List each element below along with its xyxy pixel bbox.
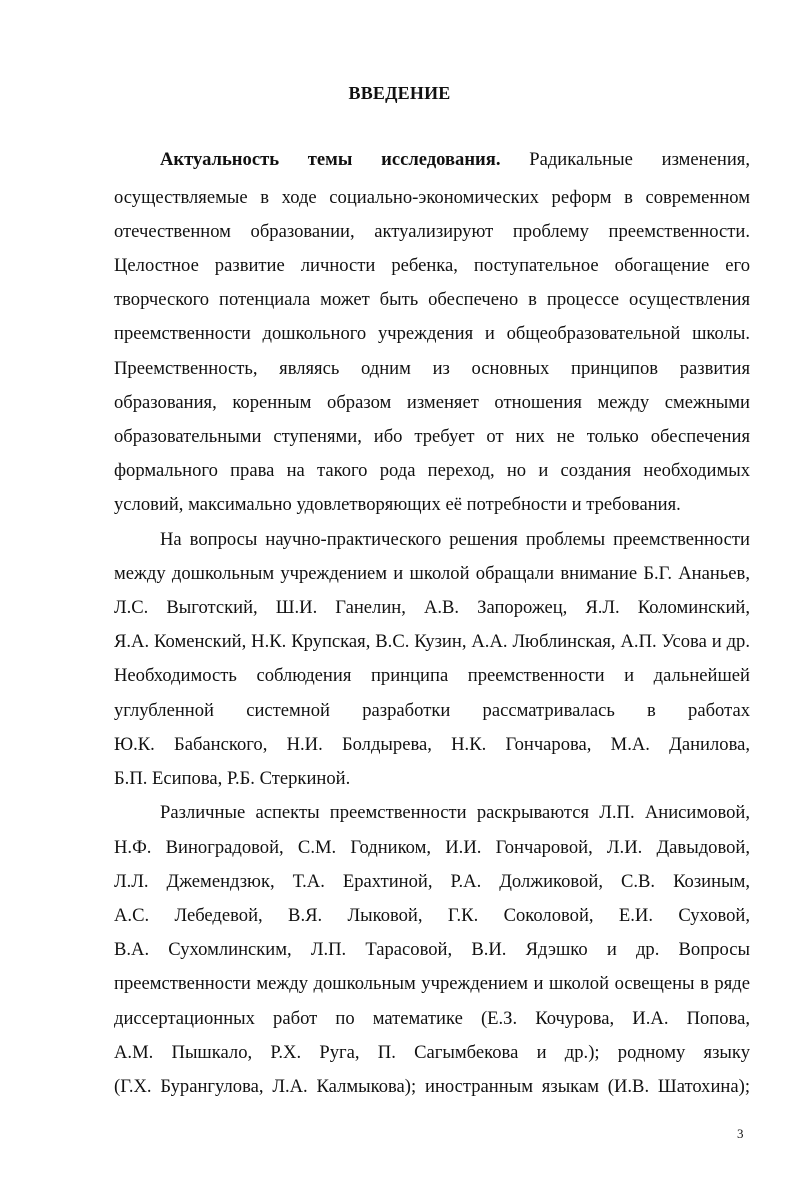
page-number: 3 [737, 1126, 744, 1141]
paragraph-2-line-8: Б.П. Есипова, Р.Б. Стеркиной. [114, 768, 351, 789]
paragraph-3-line-7: диссертационных работ по математике (Е.З. Кочурова, И.А. Попова, [114, 1008, 750, 1029]
paragraph-3-line-3: Л.Л. Джемендзюк, Т.А. Ерахтиной, Р.А. Должиковой, С.В. Козиным, [114, 871, 750, 892]
paragraph-2-line-3: Л.С. Выготский, Ш.И. Ганелин, А.В. Запорожец, Я.Л. Коломинский, [114, 597, 750, 618]
paragraph-1-lead: Актуальность темы исследования. [160, 149, 501, 170]
paragraph-1-line-5: творческого потенциала может быть обеспечено в процессе осуществления [114, 289, 750, 310]
paragraph-2-line-7: Ю.К. Бабанского, Н.И. Болдырева, Н.К. Гончарова, М.А. Данилова, [114, 734, 750, 755]
paragraph-3-line-2: Н.Ф. Виноградовой, С.М. Годником, И.И. Гончаровой, Л.И. Давыдовой, [114, 837, 750, 858]
paragraph-1-line-9: образовательными ступенями, ибо требует от них не только обеспечения [114, 426, 750, 447]
paragraph-3-line-5: В.А. Сухомлинским, Л.П. Тарасовой, В.И. Ядэшко и др. Вопросы [114, 939, 750, 960]
paragraph-1-line-2: осуществляемые в ходе социально-экономических реформ в современном [114, 187, 750, 208]
paragraph-2-line-5: Необходимость соблюдения принципа преемственности и дальнейшей [114, 665, 750, 686]
paragraph-2-line-2: между дошкольным учреждением и школой обращали внимание Б.Г. Ананьев, [114, 563, 750, 584]
paragraph-1-line-6: преемственности дошкольного учреждения и общеобразовательной школы. [114, 323, 750, 344]
paragraph-1-line-1 [160, 143, 750, 177]
paragraph-1-line-4: Целостное развитие личности ребенка, поступательное обогащение его [114, 255, 750, 276]
paragraph-2-line-4: Я.А. Коменский, Н.К. Крупская, В.С. Кузин, А.А. Люблинская, А.П. Усова и др. [114, 631, 750, 652]
paragraph-3-line-4: А.С. Лебедевой, В.Я. Лыковой, Г.К. Соколовой, Е.И. Суховой, [114, 905, 750, 926]
paragraph-2-line-6: углубленной системной разработки рассматривалась в работах [114, 700, 750, 721]
paragraph-3-line-6: преемственности между дошкольным учреждением и школой освещены в ряде [114, 973, 750, 994]
paragraph-3-line-1: Различные аспекты преемственности раскрываются Л.П. Анисимовой, [160, 802, 750, 823]
paragraph-1-line-3: отечественном образовании, актуализируют проблему преемственности. [114, 221, 750, 242]
paragraph-2-line-1: На вопросы научно-практического решения проблемы преемственности [160, 529, 750, 550]
paragraph-3-line-9: (Г.Х. Бурангулова, Л.А. Калмыкова); иностранным языкам (И.В. Шатохина); [114, 1076, 750, 1097]
paragraph-1-line-7: Преемственность, являясь одним из основных принципов развития [114, 358, 750, 379]
paragraph-3-line-8: А.М. Пышкало, Р.Х. Руга, П. Сагымбекова и др.); родному языку [114, 1042, 750, 1063]
page-title: ВВЕДЕНИЕ [348, 83, 451, 103]
paragraph-1-line-10: формального права на такого рода переход, но и создания необходимых [114, 460, 750, 481]
paragraph-1-line-8: образования, коренным образом изменяет отношения между смежными [114, 392, 750, 413]
paragraph-1-line-11: условий, максимально удовлетворяющих её потребности и требования. [114, 494, 681, 515]
paragraph-1-line-1-text: Радикальные изменения, [529, 149, 750, 170]
